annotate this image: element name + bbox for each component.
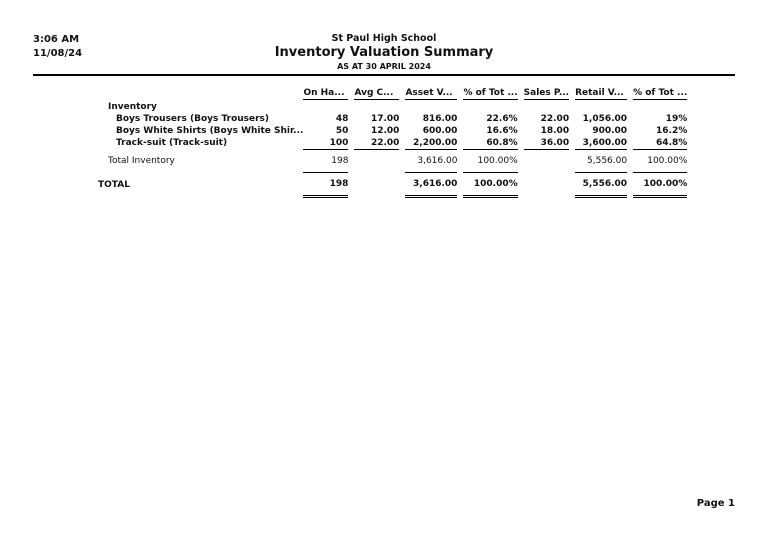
col-header-pct-tot-asset[interactable]: % of Tot ... xyxy=(463,88,518,98)
item-pct-tot-retail: 19% xyxy=(665,114,688,124)
item-avg-cost: 12.00 xyxy=(370,126,400,136)
total-inventory-row[interactable] xyxy=(98,150,687,173)
item-retail-value: 900.00 xyxy=(592,126,628,136)
item-sales-price: 36.00 xyxy=(524,137,569,150)
report-header xyxy=(234,33,534,73)
item-asset-value: 600.00 xyxy=(422,126,458,136)
table-row[interactable] xyxy=(98,125,687,137)
item-pct-tot-retail: 64.8% xyxy=(633,137,687,150)
item-on-hand: 48 xyxy=(335,114,349,124)
inventory-valuation-table xyxy=(98,84,687,198)
total-inventory-label: Total Inventory xyxy=(108,156,175,166)
report-time: 3:06 AM xyxy=(33,34,80,45)
total-retail-value: 5,556.00 xyxy=(575,150,627,173)
grand-total-asset-value: 3,616.00 xyxy=(405,173,457,197)
report-date: 11/08/24 xyxy=(33,48,83,59)
grand-total-label: TOTAL xyxy=(98,179,130,190)
group-row-inventory[interactable] xyxy=(98,100,687,113)
item-pct-tot-asset: 22.6% xyxy=(486,114,518,124)
report-timestamp xyxy=(33,33,82,61)
grand-total-retail-value: 5,556.00 xyxy=(575,173,627,197)
grand-total-on-hand: 198 xyxy=(303,173,348,197)
table-row[interactable] xyxy=(98,137,687,150)
report-subtitle: AS AT 30 APRIL 2024 xyxy=(337,62,431,71)
group-label: Inventory xyxy=(108,101,157,112)
table-row[interactable] xyxy=(98,113,687,125)
item-asset-value: 2,200.00 xyxy=(405,137,457,150)
total-pct-tot-retail: 100.00% xyxy=(633,150,687,173)
col-header-retail-value[interactable]: Retail V... xyxy=(575,84,627,100)
item-pct-tot-asset: 60.8% xyxy=(463,137,517,150)
item-retail-value: 1,056.00 xyxy=(582,114,628,124)
report-title: Inventory Valuation Summary xyxy=(274,45,494,60)
header-divider xyxy=(33,74,735,76)
total-asset-value: 3,616.00 xyxy=(405,150,457,173)
item-name: Boys Trousers (Boys Trousers) xyxy=(116,114,270,124)
item-asset-value: 816.00 xyxy=(422,114,458,124)
item-pct-tot-retail: 16.2% xyxy=(656,126,688,136)
col-header-asset-value[interactable]: Asset V... xyxy=(405,84,457,100)
table-header-row xyxy=(98,84,687,100)
grand-total-pct-tot-retail: 100.00% xyxy=(633,173,687,197)
total-pct-tot-asset: 100.00% xyxy=(463,150,517,173)
item-on-hand: 50 xyxy=(335,126,349,136)
item-name: Track-suit (Track-suit) xyxy=(116,138,228,149)
company-name: St Paul High School xyxy=(331,33,437,44)
grand-total-pct-tot-asset: 100.00% xyxy=(463,173,517,197)
total-on-hand: 198 xyxy=(303,150,348,173)
col-header-sales-price[interactable]: Sales P... xyxy=(523,88,570,98)
item-sales-price: 22.00 xyxy=(540,114,570,124)
col-header-avg-cost[interactable]: Avg C... xyxy=(354,84,399,100)
item-pct-tot-asset: 16.6% xyxy=(486,126,518,136)
item-sales-price: 18.00 xyxy=(540,126,570,136)
col-header-pct-tot-retail[interactable]: % of Tot ... xyxy=(633,88,688,98)
item-on-hand: 100 xyxy=(303,137,348,150)
item-name: Boys White Shirts (Boys White Shir... xyxy=(116,126,304,136)
col-header-on-hand[interactable]: On Ha... xyxy=(303,84,348,100)
item-retail-value: 3,600.00 xyxy=(575,137,627,150)
page-number: Page 1 xyxy=(696,498,735,509)
item-avg-cost: 22.00 xyxy=(354,137,399,150)
item-avg-cost: 17.00 xyxy=(370,114,400,124)
grand-total-row[interactable] xyxy=(98,173,687,197)
